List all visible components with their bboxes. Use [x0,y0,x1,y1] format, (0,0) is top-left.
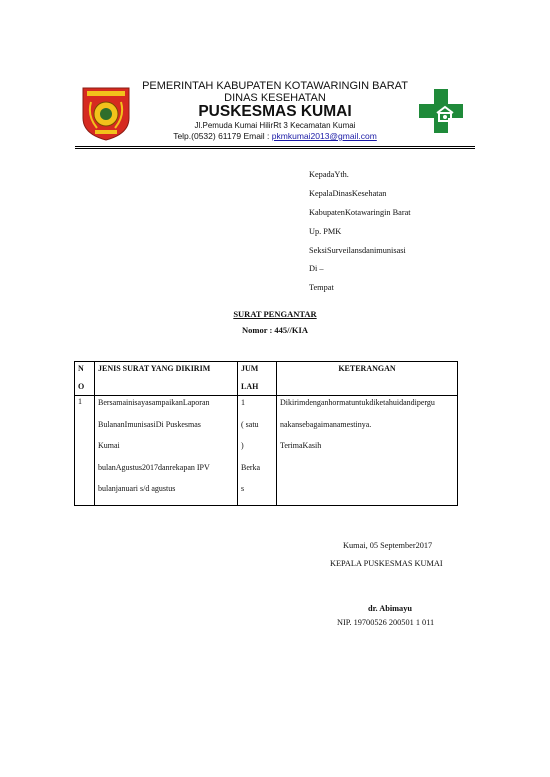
recipient-line: Tempat [309,283,334,292]
place-date: Kumai, 05 September2017 [343,541,433,550]
letterhead-divider-bottom [75,148,475,149]
header-jumlah-line1: JUM [241,364,259,373]
email-link[interactable]: pkmkumai2013@gmail.com [271,131,377,141]
jumlah-line: ( satu [241,419,259,429]
jenis-line: bulanjanuari s/d agustus [98,484,176,494]
header-jenis: JENIS SURAT YANG DIKIRIM [95,362,238,396]
letterhead-line3: PUSKESMAS KUMAI [198,103,352,120]
header-no-line1: N [78,364,84,373]
header-jumlah-line2: LAH [241,382,259,391]
recipient-line: Up. PMK [309,227,342,236]
letterhead-contact [130,131,420,141]
letter-title: SURAT PENGANTAR [233,309,317,319]
signatory-name: dr. Abimayu [368,604,412,613]
jenis-line: Kumai [98,441,120,451]
regency-crest-logo [77,84,135,142]
letter-number: Nomor : 445//KIA [242,325,308,335]
letterhead-address: Jl.Pemuda Kumai HilirRt 3 Kecamatan Kumai [194,121,356,130]
table-header-row [75,362,458,396]
signatory-position: KEPALA PUSKESMAS KUMAI [330,559,443,568]
signatory-nip: NIP. 19700526 200501 1 011 [337,618,435,627]
keterangan-line: Dikirimdenganhormatuntukdiketahuidandipergu [280,398,435,407]
cell-keterangan [277,396,458,506]
cell-jenis [95,396,238,506]
document-table [74,361,458,506]
health-ministry-logo [417,87,465,135]
header-no [75,362,95,396]
letterhead-line1: PEMERINTAH KABUPATEN KOTAWARINGIN BARAT [142,80,408,92]
header-keterangan: KETERANGAN [277,362,458,396]
recipient-line: KepalaDinasKesehatan [309,189,387,198]
recipient-line: Di – [309,264,324,273]
crest-icon [77,84,135,142]
contact-prefix: Telp.(0532) 61179 Email : [173,131,272,141]
table-row [75,396,458,506]
jumlah-line: Berka [241,462,261,472]
keterangan-line: TerimaKasih [280,441,322,451]
header-no-line2: O [78,382,85,391]
jumlah-line: ) [241,441,244,451]
jenis-line: BersamainisayasampaikanLaporan [98,398,210,407]
green-cross-icon [417,87,465,135]
recipient-line: KepadaYth. [309,170,349,179]
cell-jumlah [238,396,277,506]
letterhead-line2: DINAS KESEHATAN [224,92,326,104]
header-jumlah [238,362,277,396]
jumlah-line: 1 [241,398,245,407]
jenis-line: BulananImunisasiDi Puskesmas [98,419,201,429]
jumlah-line: s [241,484,245,494]
recipient-line: KabupatenKotawaringin Barat [309,208,411,217]
keterangan-line: nakansebagaimanamestinya. [280,419,372,429]
cell-no: 1 [75,396,95,506]
letterhead-divider-top [75,146,475,147]
recipient-line: SeksiSurveilansdanimunisasi [309,246,406,255]
jenis-line: bulanAgustus2017danrekapan IPV [98,462,210,472]
